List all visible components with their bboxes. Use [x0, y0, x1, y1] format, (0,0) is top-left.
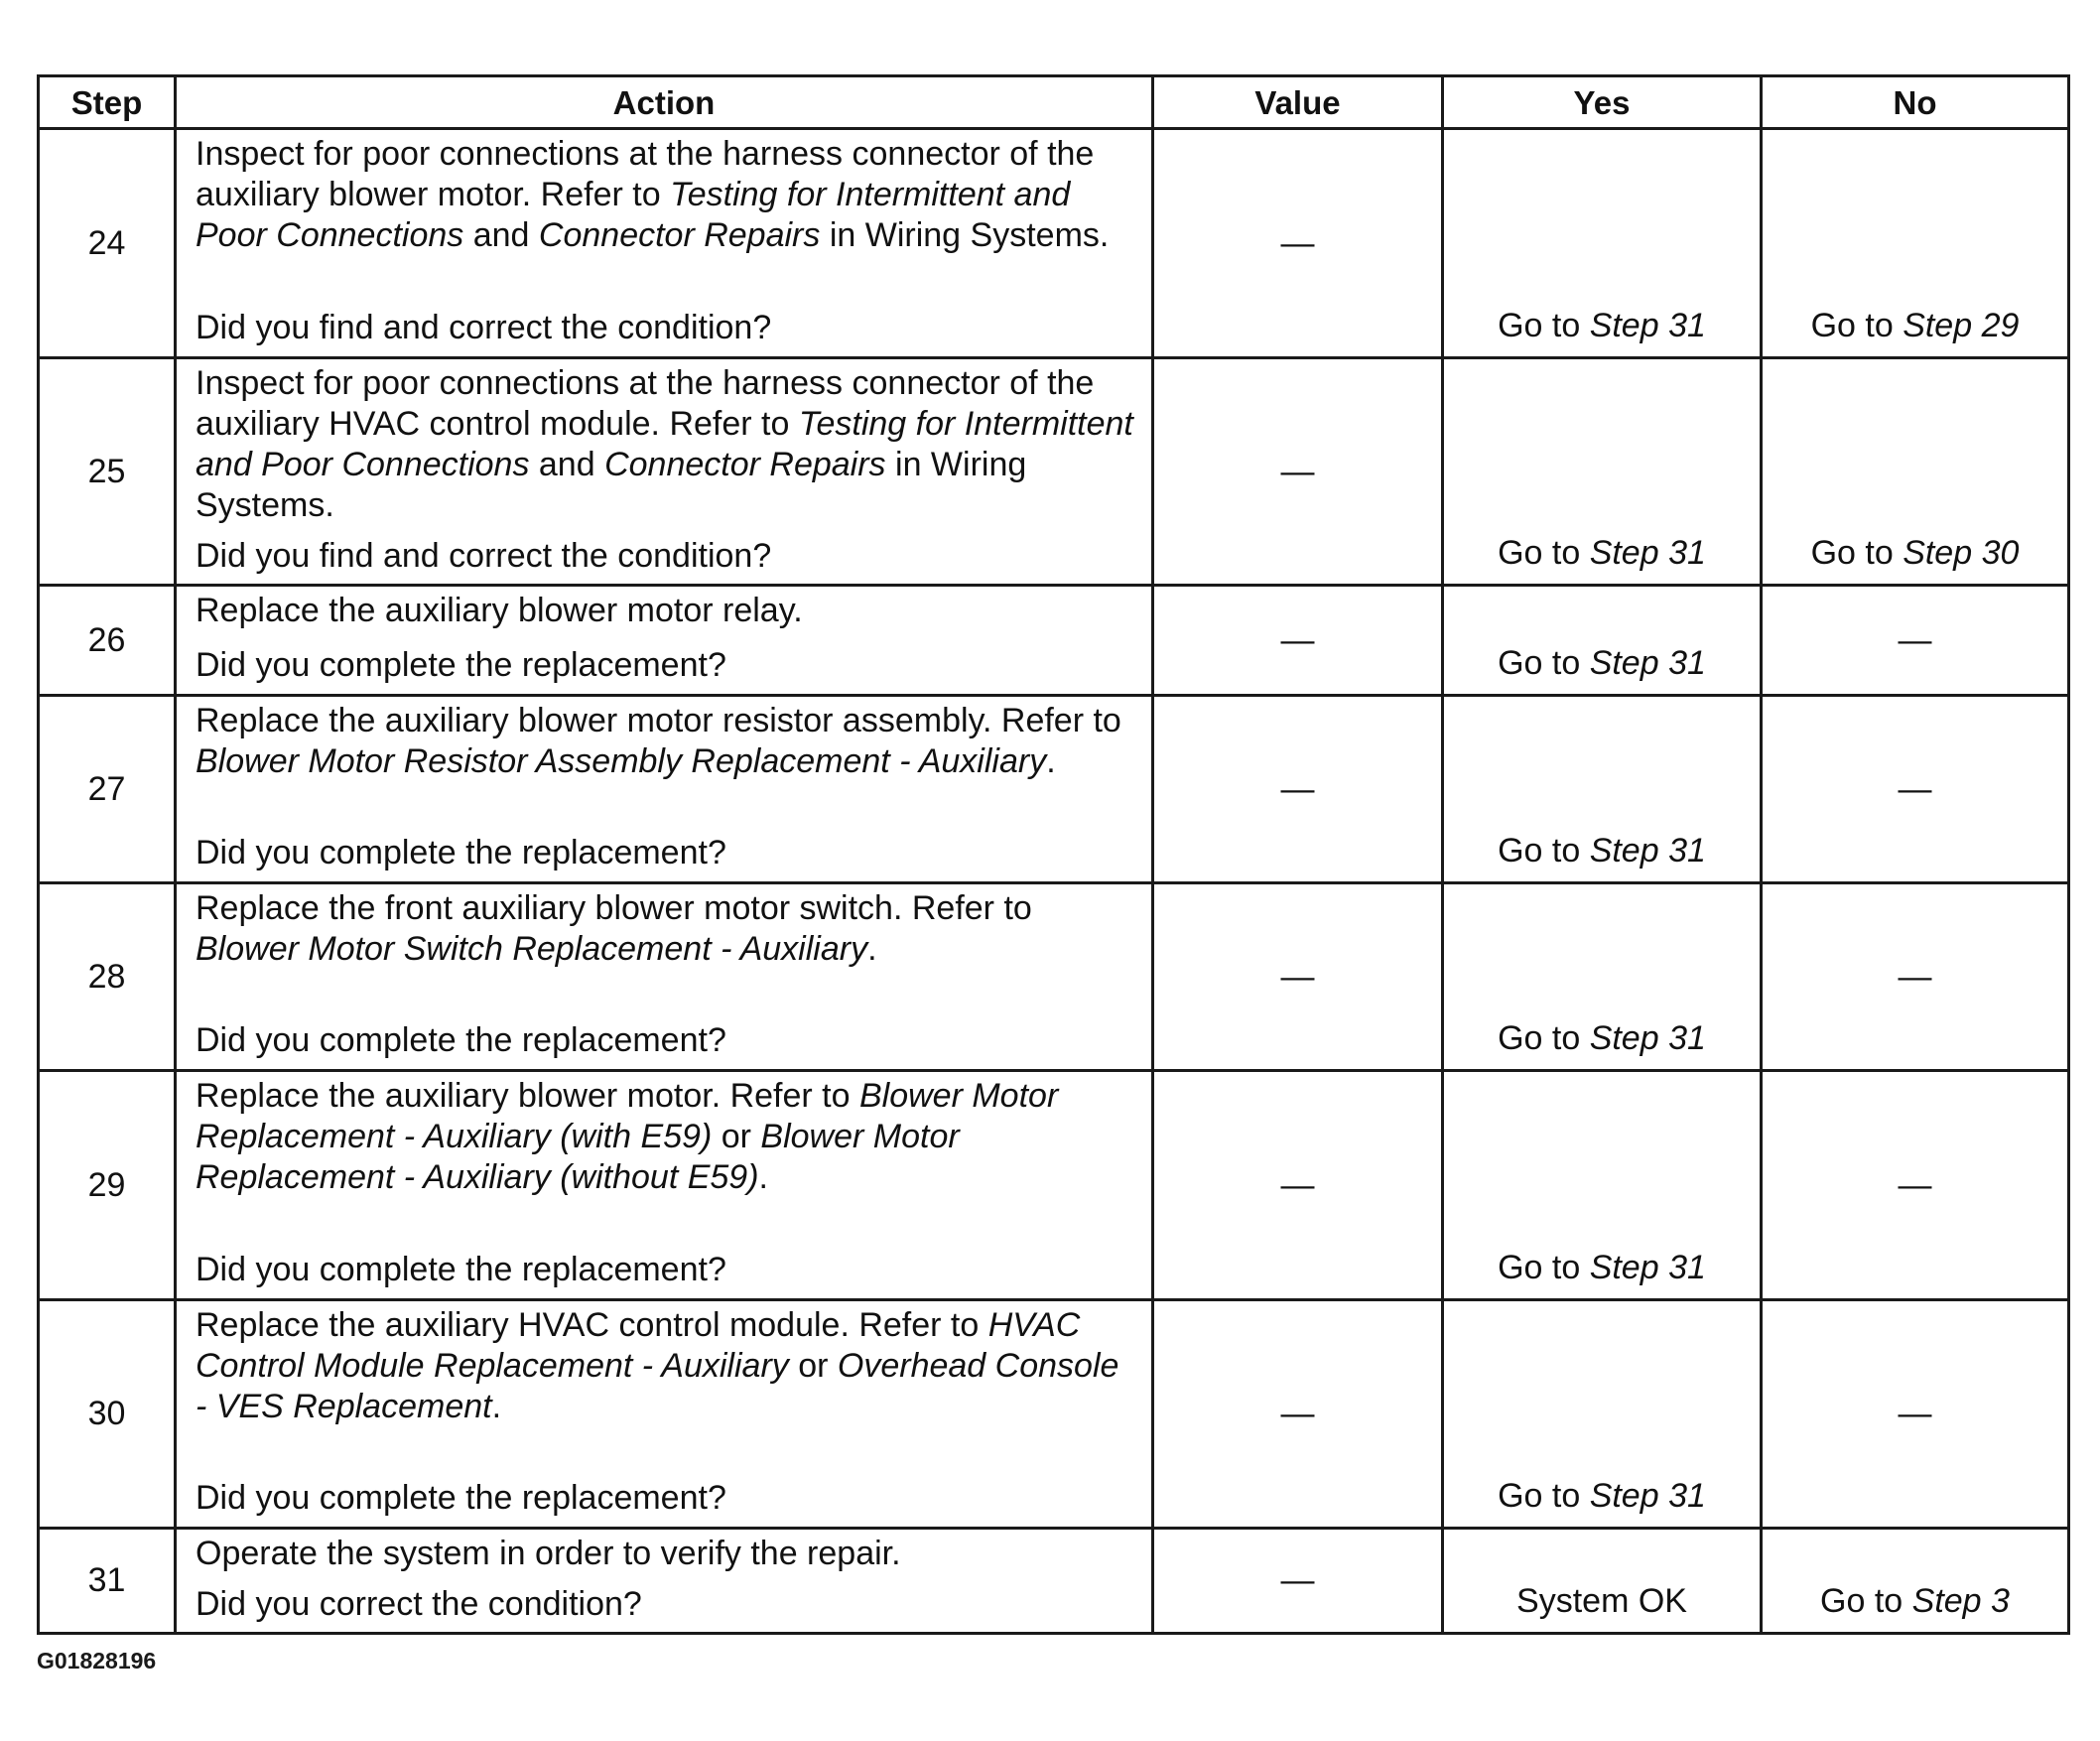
header-yes: Yes: [1443, 76, 1762, 129]
no-cell: [1762, 358, 2069, 586]
yes-outcome-text: Go to: [1498, 1249, 1590, 1286]
no-cell: [1762, 1071, 2069, 1300]
value-cell: —: [1153, 1529, 1443, 1634]
instruction-text: .: [491, 1388, 502, 1425]
yes-cell: [1443, 1071, 1762, 1300]
yes-cell: [1443, 586, 1762, 696]
yes-step-reference: Step 31: [1589, 644, 1706, 682]
table-row: [39, 358, 2069, 586]
table-row: [39, 1300, 2069, 1529]
header-action: Action: [176, 76, 1153, 129]
no-cell: [1762, 696, 2069, 883]
action-cell: [176, 883, 1153, 1071]
instruction-text: .: [758, 1158, 768, 1196]
yes-outcome-text: System OK: [1516, 1582, 1687, 1620]
step-number: 27: [39, 696, 176, 883]
action-instruction: [196, 134, 1139, 298]
instruction-text: Replace the auxiliary blower motor relay.: [196, 592, 803, 629]
instruction-text: Replace the auxiliary HVAC control module. Refer to: [196, 1306, 988, 1344]
yes-cell: [1443, 358, 1762, 586]
action-cell: [176, 1529, 1153, 1634]
action-question: Did you correct the condition?: [196, 1585, 642, 1623]
action-question: Did you find and correct the condition?: [196, 309, 772, 346]
step-number: 29: [39, 1071, 176, 1300]
action-cell: [176, 586, 1153, 696]
action-cell: [176, 696, 1153, 883]
value-cell: —: [1153, 358, 1443, 586]
reference-link-text: Overhead Console - VES Replacement: [196, 1347, 1119, 1425]
no-outcome-text: Go to: [1810, 534, 1903, 572]
action-cell: [176, 1300, 1153, 1529]
value-cell: —: [1153, 1300, 1443, 1529]
yes-outcome-text: Go to: [1498, 832, 1590, 870]
reference-link-text: HVAC Control Module Replacement - Auxiliary: [196, 1306, 1081, 1385]
action-cell: [176, 1071, 1153, 1300]
no-step-reference: Step 29: [1903, 307, 2020, 344]
no-cell: [1762, 1529, 2069, 1634]
no-outcome-text: —: [1898, 1165, 1932, 1204]
no-step-reference: Step 3: [1911, 1582, 2010, 1620]
action-question: Did you find and correct the condition?: [196, 537, 772, 575]
instruction-text: Inspect for poor connections at the harness connector of the auxiliary HVAC control module. Refer to: [196, 364, 1095, 443]
yes-outcome-text: Go to: [1498, 307, 1590, 344]
yes-cell: [1443, 1529, 1762, 1634]
instruction-text: Replace the auxiliary blower motor. Refer to: [196, 1077, 859, 1115]
table-row: [39, 1071, 2069, 1300]
step-number: 30: [39, 1300, 176, 1529]
instruction-text: Operate the system in order to verify the repair.: [196, 1535, 901, 1572]
table-row: [39, 1529, 2069, 1634]
no-outcome-text: —: [1898, 620, 1932, 659]
action-instruction: [196, 888, 1139, 1010]
no-outcome-text: —: [1898, 1395, 1932, 1432]
yes-step-reference: Step 31: [1589, 534, 1706, 572]
value-cell: —: [1153, 129, 1443, 358]
yes-step-reference: Step 31: [1589, 307, 1706, 344]
table-row: [39, 586, 2069, 696]
diagnostic-table: [37, 74, 2070, 1635]
yes-outcome-text: Go to: [1498, 644, 1590, 682]
no-step-reference: Step 30: [1903, 534, 2020, 572]
action-instruction: [196, 1534, 1139, 1574]
value-cell: —: [1153, 696, 1443, 883]
action-cell: [176, 129, 1153, 358]
value-cell: —: [1153, 1071, 1443, 1300]
header-step: Step: [39, 76, 176, 129]
yes-step-reference: Step 31: [1589, 1477, 1706, 1515]
instruction-text: .: [867, 930, 877, 968]
yes-cell: [1443, 696, 1762, 883]
step-number: 26: [39, 586, 176, 696]
instruction-text: in Wiring Systems.: [196, 446, 1027, 524]
action-instruction: [196, 1305, 1139, 1468]
no-cell: [1762, 129, 2069, 358]
instruction-text: or: [788, 1347, 838, 1385]
action-instruction: [196, 701, 1139, 823]
no-outcome-text: —: [1898, 769, 1932, 808]
reference-link-text: Blower Motor Switch Replacement - Auxiliary: [196, 930, 868, 968]
step-number: 25: [39, 358, 176, 586]
reference-link-text: Blower Motor Replacement - Auxiliary (without E59): [196, 1118, 960, 1196]
action-question: Did you complete the replacement?: [196, 834, 726, 871]
reference-link-text: Blower Motor Replacement - Auxiliary (with E59): [196, 1077, 1059, 1155]
instruction-text: .: [1046, 742, 1056, 780]
no-cell: [1762, 586, 2069, 696]
table-body: [39, 129, 2069, 1634]
reference-link-text: Blower Motor Resistor Assembly Replacement - Auxiliary: [196, 742, 1047, 780]
step-number: 28: [39, 883, 176, 1071]
yes-cell: [1443, 129, 1762, 358]
no-outcome-text: Go to: [1820, 1582, 1912, 1620]
instruction-text: and: [529, 446, 605, 483]
instruction-text: in Wiring Systems.: [820, 216, 1110, 254]
no-outcome-text: —: [1898, 957, 1932, 996]
header-value: Value: [1153, 76, 1443, 129]
table-row: [39, 696, 2069, 883]
action-question: Did you complete the replacement?: [196, 1251, 726, 1288]
header-no: No: [1762, 76, 2069, 129]
action-cell: [176, 358, 1153, 586]
action-question: Did you complete the replacement?: [196, 1479, 726, 1517]
action-question: Did you complete the replacement?: [196, 1021, 726, 1059]
instruction-text: Inspect for poor connections at the harness connector of the auxiliary blower motor. Refer to: [196, 135, 1095, 213]
action-question: Did you complete the replacement?: [196, 646, 726, 684]
step-number: 31: [39, 1529, 176, 1634]
instruction-text: and: [463, 216, 539, 254]
action-instruction: [196, 591, 1139, 635]
yes-cell: [1443, 883, 1762, 1071]
yes-outcome-text: Go to: [1498, 1477, 1590, 1515]
instruction-text: Replace the auxiliary blower motor resistor assembly. Refer to: [196, 702, 1121, 739]
header-row: [39, 76, 2069, 129]
step-number: 24: [39, 129, 176, 358]
yes-step-reference: Step 31: [1589, 1249, 1706, 1286]
no-outcome-text: Go to: [1810, 307, 1903, 344]
yes-step-reference: Step 31: [1589, 832, 1706, 870]
yes-outcome-text: Go to: [1498, 1019, 1590, 1057]
yes-step-reference: Step 31: [1589, 1019, 1706, 1057]
reference-link-text: Connector Repairs: [538, 216, 821, 254]
reference-link-text: Connector Repairs: [604, 446, 886, 483]
value-cell: —: [1153, 586, 1443, 696]
instruction-text: or: [712, 1118, 761, 1155]
table-row: [39, 129, 2069, 358]
no-cell: [1762, 883, 2069, 1071]
yes-cell: [1443, 1300, 1762, 1529]
yes-outcome-text: Go to: [1498, 534, 1590, 572]
action-instruction: [196, 363, 1139, 526]
table-row: [39, 883, 2069, 1071]
figure-id: G01828196: [37, 1648, 157, 1674]
reference-link-text: Testing for Intermittent and Poor Connections: [196, 405, 1133, 483]
reference-link-text: Testing for Intermittent and Poor Connections: [196, 176, 1071, 254]
action-instruction: [196, 1076, 1139, 1240]
no-cell: [1762, 1300, 2069, 1529]
instruction-text: Replace the front auxiliary blower motor switch. Refer to: [196, 889, 1032, 927]
value-cell: —: [1153, 883, 1443, 1071]
